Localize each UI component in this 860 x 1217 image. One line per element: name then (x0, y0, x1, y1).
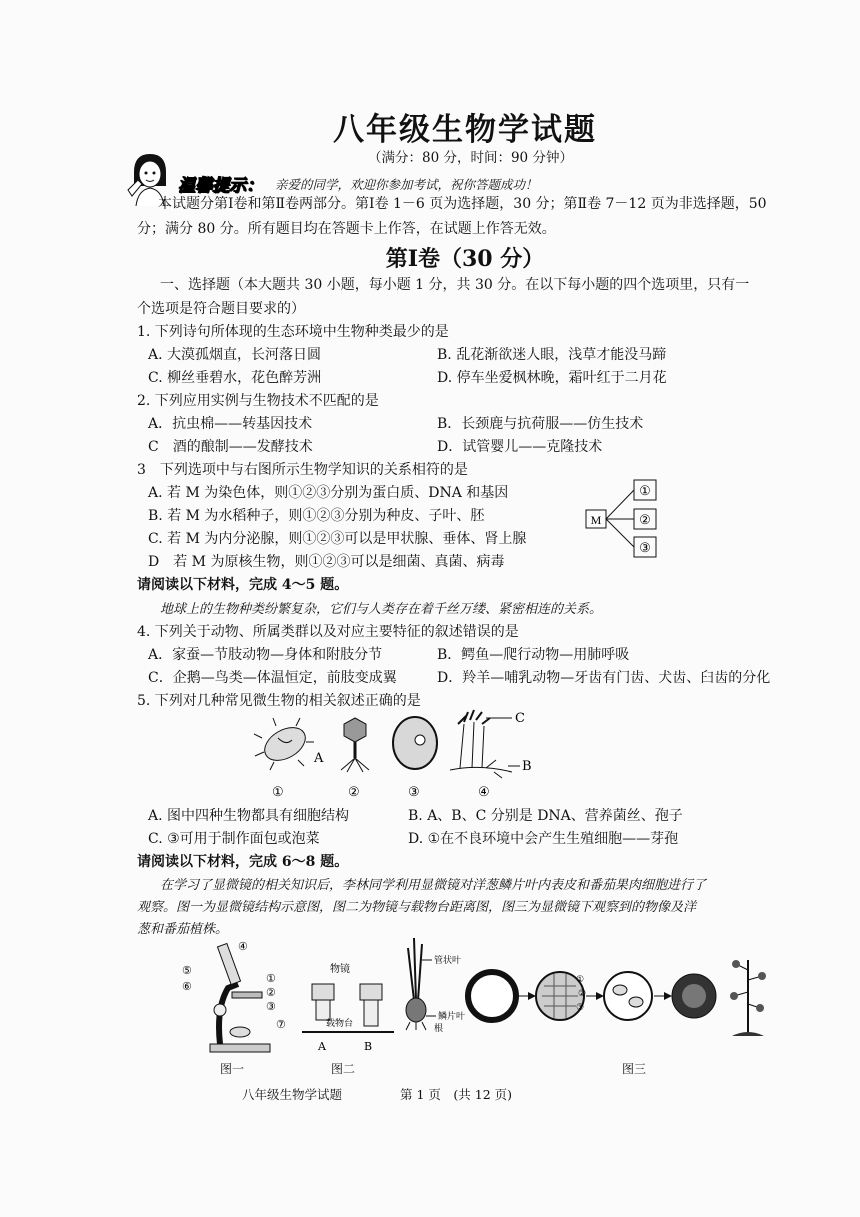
material-6-8-text-2: 观察。图一为显微镜结构示意图，图二为物镜与载物台距离图，图三为显微镜下观察到的物像及洋 (137, 900, 697, 915)
fig1-label-6: ⑥ (182, 980, 192, 993)
material-4-5-text: 地球上的生物种类纷繁复杂，它们与人类存在着千丝万缕、紧密相连的关系。 (160, 602, 603, 617)
q1-option-d: D. 停车坐爱枫林晚，霜叶红于二月花 (437, 370, 667, 386)
q2-option-b: B．长颈鹿与抗荷服——仿生技术 (437, 416, 644, 432)
footer-page-number: 第 1 页 (共 12 页) (400, 1087, 513, 1102)
q2-option-c: C 酒的酿制——发酵技术 (148, 439, 313, 455)
q3-diagram-root: M (590, 513, 602, 527)
tip-text: 亲爱的同学，欢迎你参加考试，祝你答题成功！ (275, 177, 538, 192)
microbe-marker-b: B (522, 759, 532, 774)
q3-stem: 3 下列选项中与右图所示生物学知识的关系相符的是 (137, 462, 468, 478)
q3-option-d: D 若 M 为原核生物，则①②③可以是细菌、真菌、病毒 (148, 554, 505, 570)
material-6-8-text-1: 在学习了显微镜的相关知识后，李林同学利用显微镜对洋葱鳞片叶内表皮和番茄果肉细胞进行了 (160, 878, 707, 893)
fig2-label-b: B (364, 1040, 373, 1053)
microbe-label-3: ③ (408, 785, 420, 800)
section-title: 第Ⅰ卷（30 分） (385, 246, 545, 272)
onion-icon (406, 938, 426, 1030)
fig3-scale-leaf-label: 鳞片叶 (438, 1012, 466, 1022)
q1-stem: 1. 下列诗句所体现的生态环境中生物种类最少的是 (137, 324, 449, 340)
fig1-caption: 图一 (220, 1062, 245, 1076)
fig3-tubular-leaf-label: 管状叶 (434, 956, 462, 966)
fig3-caption: 图三 (622, 1062, 647, 1076)
q5-option-b: B. A、B、C 分别是 DNA、营养菌丝、孢子 (408, 808, 683, 824)
fig3-marker-3: ③ (576, 1003, 585, 1013)
microbe-label-1: ① (272, 785, 284, 800)
q5-stem: 5. 下列对几种常见微生物的相关叙述正确的是 (137, 693, 421, 709)
q3-option-c: C. 若 M 为内分泌腺，则①②③可以是甲状腺、垂体、肾上腺 (148, 531, 527, 547)
microbe-label-4: ④ (478, 785, 490, 800)
fig1-label-5: ⑤ (182, 964, 192, 977)
q2-option-a: A．抗虫棉——转基因技术 (148, 416, 313, 432)
bacterium-icon (254, 718, 314, 770)
microbe-figure (250, 708, 550, 802)
q4-option-d: D．羚羊—哺乳动物—牙齿有门齿、犬齿、臼齿的分化 (437, 670, 771, 686)
q3-option-a: A. 若 M 为染色体，则①②③分别为蛋白质、DNA 和基因 (148, 485, 509, 501)
fig2-stage-label: 载物台 (326, 1019, 354, 1029)
objective-distance-figure (298, 960, 398, 1056)
fig3-marker-1: ① (576, 975, 585, 985)
microbe-label-2: ② (348, 785, 360, 800)
exam-meta: （满分：80 分，时间：90 分钟） (368, 150, 573, 166)
material-4-5-heading: 请阅读以下材料，完成 4～5 题。 (137, 577, 349, 593)
yeast-icon (393, 717, 437, 769)
microbe-marker-a: A (314, 751, 324, 766)
q4-stem: 4. 下列关于动物、所属类群以及对应主要特征的叙述错误的是 (137, 624, 519, 640)
q4-option-b: B．鳄鱼—爬行动物—用肺呼吸 (437, 647, 630, 663)
section-instr-1: 一、选择题（本大题共 30 小题，每小题 1 分，共 30 分。在以下每小题的四个选项里，只有一 (160, 277, 750, 293)
virus-icon (341, 718, 369, 772)
q5-option-d: D. ①在不良环境中会产生生殖细胞——芽孢 (408, 831, 679, 847)
fig3-marker-2: ② (578, 989, 587, 999)
exam-title: 八年级生物学试题 (333, 112, 597, 148)
fig2-label-a: A (318, 1040, 326, 1053)
q4-option-c: C．企鹅—鸟类—体温恒定，前肢变成翼 (148, 670, 397, 686)
fig2-objective-label: 物镜 (330, 964, 350, 975)
tomato-plant-icon (730, 960, 766, 1036)
material-6-8-heading: 请阅读以下材料，完成 6～8 题。 (137, 854, 349, 870)
fig1-label-2: ② (266, 986, 276, 999)
q2-option-d: D．试管婴儿——克隆技术 (437, 439, 603, 455)
q2-stem: 2. 下列应用实例与生物技术不匹配的是 (137, 393, 379, 409)
material-6-8-text-3: 葱和番茄植株。 (137, 922, 229, 937)
q1-option-a: A. 大漠孤烟直，长河落日圆 (148, 347, 322, 363)
q1-option-b: B. 乱花渐欲迷人眼，浅草才能没马蹄 (437, 347, 667, 363)
fig1-label-1: ① (266, 972, 276, 985)
q3-option-b: B. 若 M 为水稻种子，则①②③分别为种皮、子叶、胚 (148, 508, 485, 524)
fig1-label-3: ③ (266, 1000, 276, 1013)
microscope-figure (180, 938, 290, 1058)
q3-diagram-leaf-1: ① (639, 484, 651, 499)
q3-diagram-leaf-2: ② (639, 513, 651, 528)
tip-badge: 温馨提示： (178, 176, 263, 196)
q3-diagram-leaf-3: ③ (639, 541, 651, 556)
q5-option-c: C. ③可用于制作面包或泡菜 (148, 831, 320, 847)
intro-line-1: 本试题分第Ⅰ卷和第Ⅱ卷两部分。第Ⅰ卷 1－6 页为选择题，30 分；第Ⅱ卷 7－12 页为非选择题，50 (158, 196, 767, 212)
footer-title: 八年级生物学试题 (242, 1087, 343, 1102)
fig2-caption: 图二 (331, 1062, 356, 1076)
q4-option-a: A．家蚕—节肢动物—身体和附肢分节 (148, 647, 383, 663)
mold-icon (450, 710, 520, 778)
section-instr-2: 个选项是符合题目要求的） (137, 301, 305, 317)
q1-option-c: C. 柳丝垂碧水，花色醉芳洲 (148, 370, 322, 386)
fig3-root-label: 根 (434, 1024, 444, 1034)
intro-line-2: 分；满分 80 分。所有题目均在答题卡上作答，在试题上作答无效。 (137, 221, 556, 237)
q5-option-a: A. 图中四种生物都具有细胞结构 (148, 808, 350, 824)
observation-figure (398, 930, 778, 1050)
fig1-label-4: ④ (238, 940, 248, 953)
fig1-label-7: ⑦ (276, 1018, 286, 1031)
microbe-marker-c: C (515, 711, 525, 726)
q3-relation-diagram (582, 474, 668, 564)
